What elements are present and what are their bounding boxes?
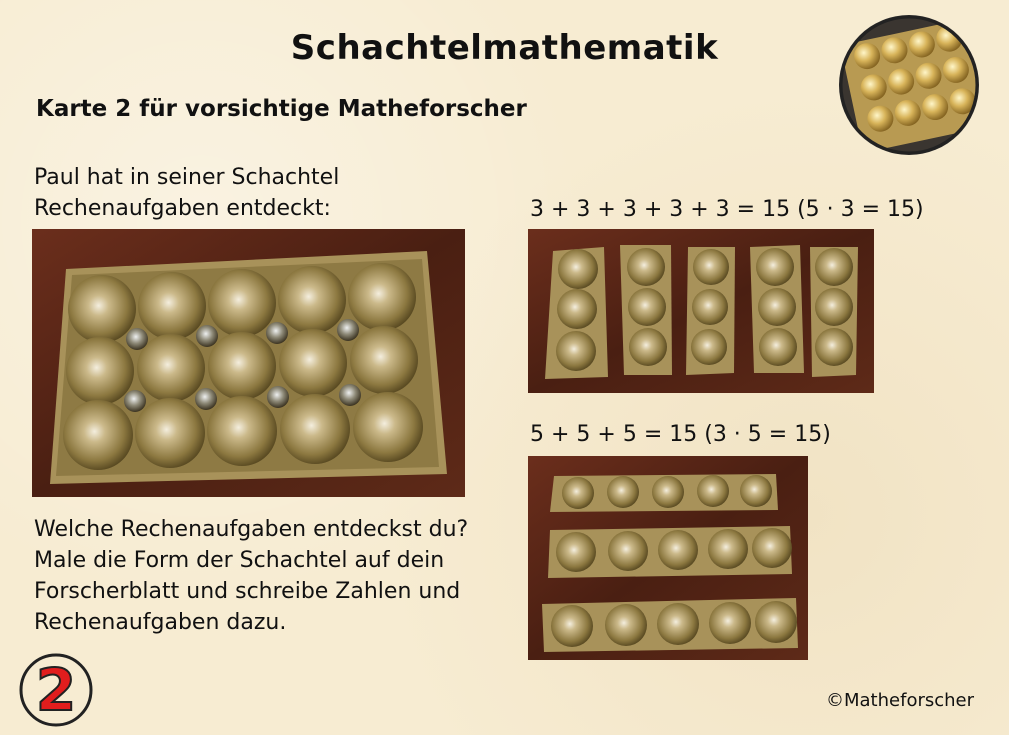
intro-line-1: Paul hat in seiner Schachtel (34, 165, 340, 190)
intro-text (34, 162, 339, 224)
equation-5x3: 5 + 5 + 5 = 15 (3 · 5 = 15) (530, 422, 831, 447)
page-title: Schachtelmathematik (290, 28, 719, 68)
question-line-2: Male die Form der Schachtel auf dein (34, 548, 445, 573)
card-number-badge (18, 652, 94, 728)
copyright-text: ©Matheforscher (826, 690, 975, 711)
intro-line-2: Rechenaufgaben entdeckt: (34, 196, 331, 221)
strips-photo-3x5 (528, 456, 808, 660)
question-line-1: Welche Rechenaufgaben entdeckst du? (34, 517, 469, 542)
question-text (34, 514, 468, 638)
equation-3x5: 3 + 3 + 3 + 3 + 3 = 15 (5 · 3 = 15) (530, 197, 924, 222)
card-number: 2 (35, 656, 77, 724)
card-subtitle: Karte 2 für vorsichtige Matheforscher (36, 96, 527, 122)
strips-photo-5x3 (528, 229, 874, 393)
question-line-3: Forscherblatt und schreibe Zahlen und (34, 579, 461, 604)
box-closeup-photo (838, 14, 980, 156)
question-line-4: Rechenaufgaben dazu. (34, 610, 287, 635)
box-photo-3x5 (32, 229, 465, 497)
